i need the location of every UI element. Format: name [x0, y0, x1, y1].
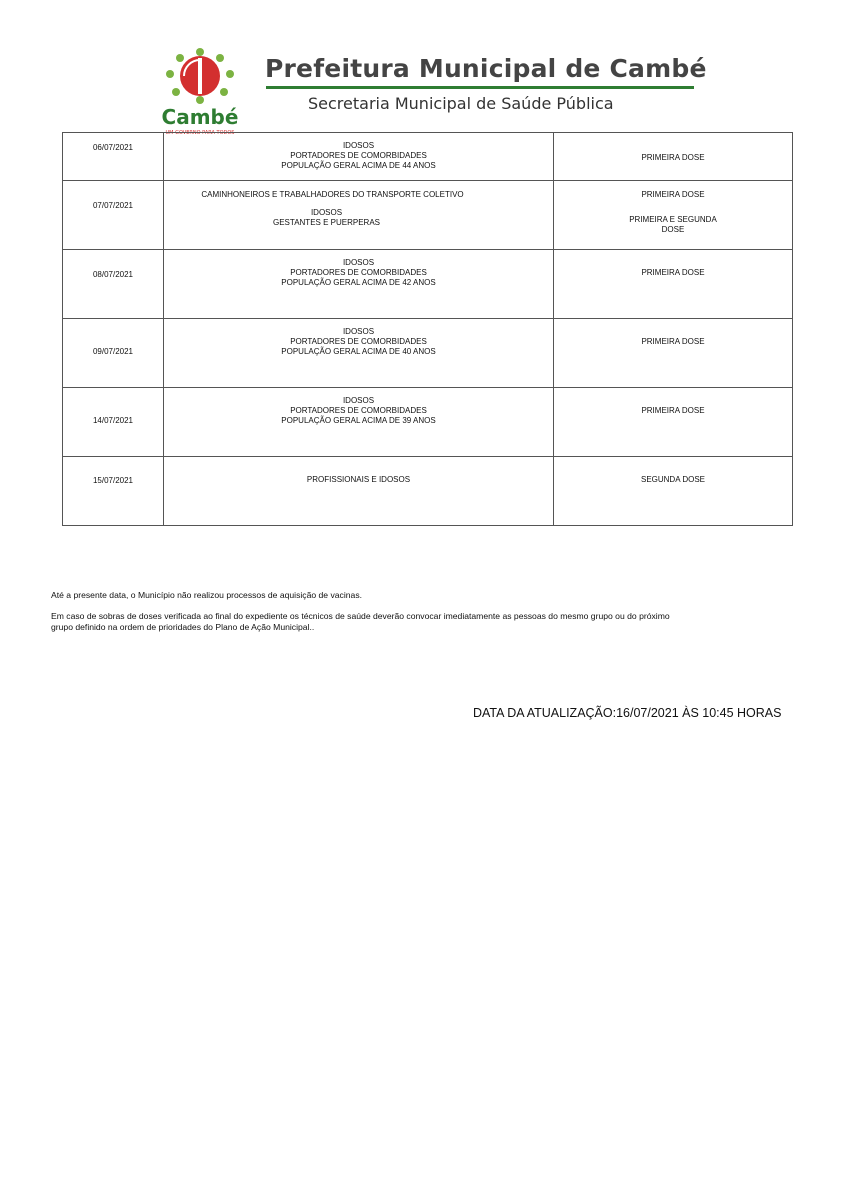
logo-wordmark: Cambé	[161, 105, 239, 129]
date-cell: 15/07/2021	[63, 457, 164, 526]
page-title: Prefeitura Municipal de Cambé	[265, 54, 707, 83]
date-cell: 09/07/2021	[63, 319, 164, 388]
dose-cell: SEGUNDA DOSE	[554, 457, 793, 526]
dose-cell: PRIMEIRA DOSE	[554, 319, 793, 388]
table-row	[63, 388, 793, 457]
page-subtitle: Secretaria Municipal de Saúde Pública	[308, 94, 614, 113]
cambe-logo	[150, 44, 250, 136]
dose-cell: PRIMEIRA DOSE	[554, 133, 793, 181]
leftover-doses-note: Em caso de sobras de doses verificada ao final do expediente os técnicos de saúde deverão convocar imediatamente as pessoas do mesmo grupo ou do próximo grupo definido na ordem de prioridades do Plano de Ação Municipal..	[51, 611, 670, 632]
groups-cell: IDOSOS PORTADORES DE COMORBIDADES POPULAÇÃO GERAL ACIMA DE 40 ANOS	[164, 319, 554, 388]
groups-cell: CAMINHONEIROS E TRABALHADORES DO TRANSPORTE COLETIVO IDOSOS GESTANTES E PUERPERAS	[164, 181, 554, 250]
groups-cell: IDOSOS PORTADORES DE COMORBIDADES POPULAÇÃO GERAL ACIMA DE 44 ANOS	[164, 133, 554, 181]
vaccination-schedule-table	[62, 132, 793, 526]
dose-cell: PRIMEIRA DOSE	[554, 388, 793, 457]
date-cell: 14/07/2021	[63, 388, 164, 457]
table-row	[63, 133, 793, 181]
title-divider	[266, 86, 694, 89]
table-row	[63, 457, 793, 526]
table-row	[63, 250, 793, 319]
table-row	[63, 181, 793, 250]
dose-cell: PRIMEIRA DOSE PRIMEIRA E SEGUNDA DOSE	[554, 181, 793, 250]
date-cell: 08/07/2021	[63, 250, 164, 319]
logo-tagline: UM GOVERNO PARA TODOS	[165, 130, 235, 136]
groups-cell: PROFISSIONAIS E IDOSOS	[164, 457, 554, 526]
acquisition-note: Até a presente data, o Município não realizou processos de aquisição de vacinas.	[51, 590, 362, 600]
groups-cell: IDOSOS PORTADORES DE COMORBIDADES POPULAÇÃO GERAL ACIMA DE 42 ANOS	[164, 250, 554, 319]
table-row	[63, 319, 793, 388]
date-cell: 06/07/2021	[63, 133, 164, 181]
update-timestamp: DATA DA ATUALIZAÇÃO:16/07/2021 ÀS 10:45 HORAS	[473, 706, 782, 720]
date-cell: 07/07/2021	[63, 181, 164, 250]
page-header	[150, 44, 710, 136]
groups-cell: IDOSOS PORTADORES DE COMORBIDADES POPULAÇÃO GERAL ACIMA DE 39 ANOS	[164, 388, 554, 457]
dose-cell: PRIMEIRA DOSE	[554, 250, 793, 319]
